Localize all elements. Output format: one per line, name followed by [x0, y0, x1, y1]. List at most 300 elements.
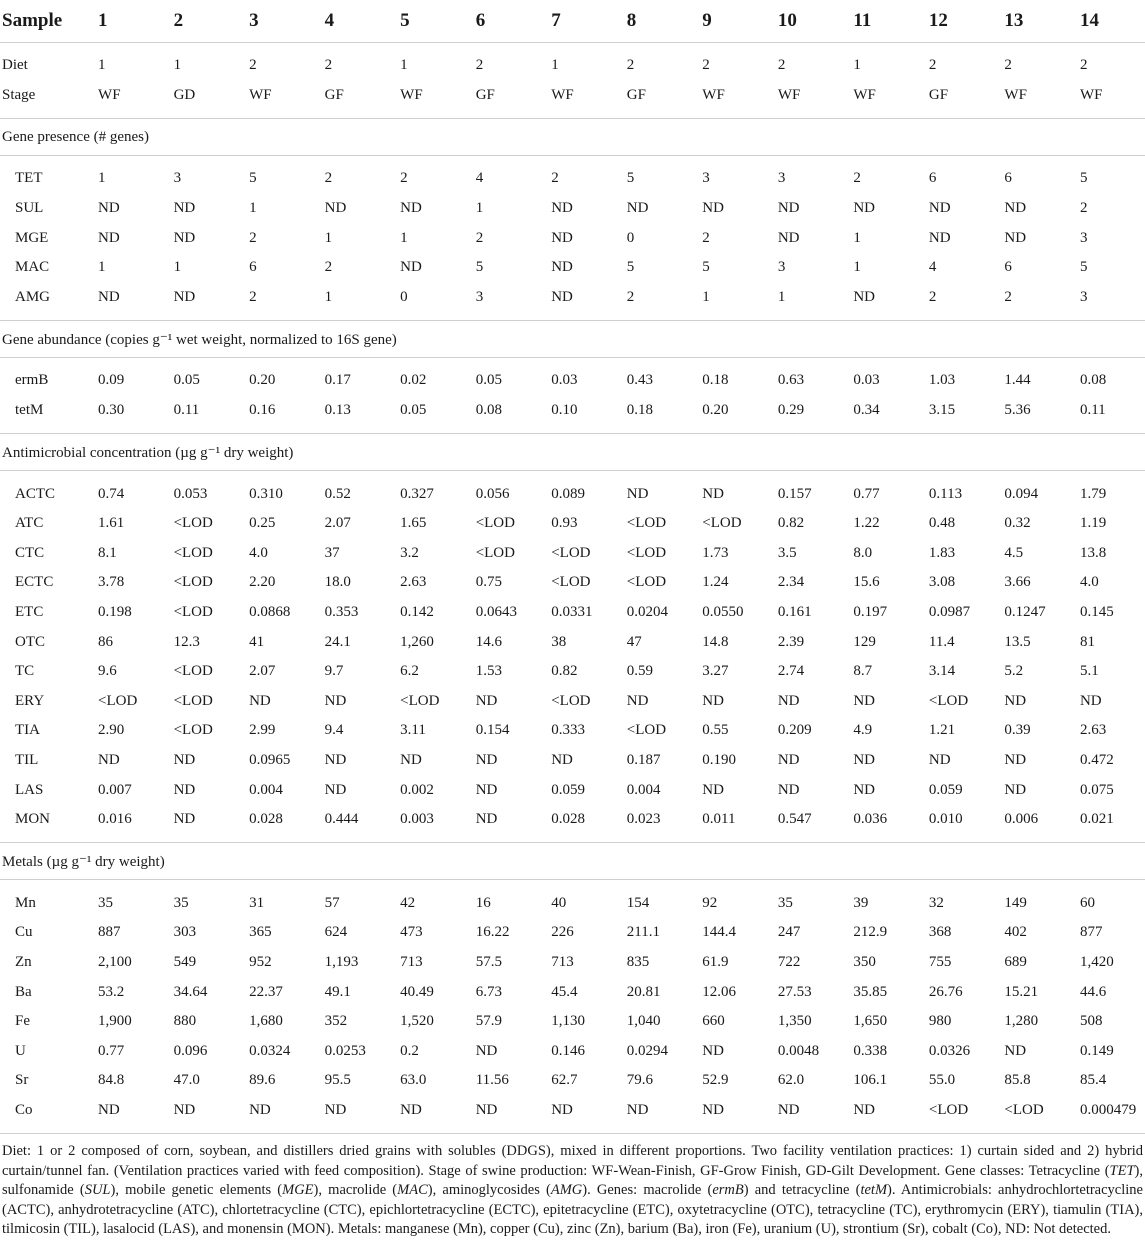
- table-cell: <LOD: [551, 544, 591, 561]
- table-cell: 1: [324, 288, 333, 305]
- table-cell: 0.59: [626, 663, 653, 680]
- table-cell: ND: [853, 751, 876, 768]
- footnote-text: ). Genes: macrolide (: [582, 1182, 713, 1199]
- table-cell: 2.63: [400, 574, 427, 591]
- table-cell: 1: [400, 229, 408, 246]
- table-cell: 660: [702, 1013, 725, 1030]
- table-cell: GF: [626, 86, 646, 103]
- table-cell: 11.56: [475, 1072, 509, 1089]
- spacer-row: [0, 110, 1145, 119]
- row-label: MAC: [15, 259, 50, 276]
- table-cell: ND: [475, 1101, 498, 1118]
- table-cell: 1,280: [1004, 1013, 1039, 1030]
- table-cell: 0.05: [475, 372, 502, 389]
- row-label: U: [15, 1042, 26, 1059]
- spacer-row: [0, 312, 1145, 321]
- table-cell: 13.5: [1004, 633, 1031, 650]
- table-cell: 2.34: [777, 574, 805, 591]
- table-cell: 0.547: [777, 811, 812, 828]
- table-cell: <LOD: [928, 1101, 969, 1118]
- table-cell: 12.06: [702, 983, 737, 1000]
- table-cell: 0.43: [626, 372, 653, 389]
- table-cell: 5: [626, 170, 635, 187]
- table-row: [0, 775, 1145, 805]
- table-cell: WF: [249, 86, 272, 103]
- row-label: ATC: [15, 515, 44, 532]
- table-cell: 0.30: [98, 402, 125, 419]
- table-cell: 2.07: [324, 515, 351, 532]
- table-cell: 4.9: [853, 722, 873, 739]
- table-cell: ND: [324, 751, 347, 768]
- meta-row-diet: [0, 51, 1145, 81]
- table-cell: 6: [1004, 170, 1012, 187]
- table-cell: 44.6: [1079, 983, 1107, 1000]
- table-cell: 144.4: [702, 924, 737, 941]
- table-cell: ND: [551, 229, 573, 246]
- table-row: [0, 746, 1145, 776]
- table-row: [0, 539, 1145, 569]
- table-cell: 0.0550: [702, 604, 744, 621]
- table-cell: 3: [475, 288, 484, 305]
- table-cell: WF: [98, 86, 121, 103]
- table-cell: ND: [324, 781, 347, 798]
- table-cell: 0.007: [98, 781, 132, 798]
- table-cell: 5.1: [1079, 663, 1099, 680]
- table-cell: 0.82: [551, 663, 578, 680]
- table-cell: 95.5: [324, 1072, 351, 1089]
- table-cell: 16.22: [475, 924, 510, 941]
- table-cell: 1: [400, 57, 408, 74]
- table-cell: 0.059: [551, 781, 585, 798]
- row-label: MON: [15, 811, 51, 828]
- row-label: Stage: [2, 86, 36, 103]
- table-cell: 5: [475, 259, 484, 276]
- table-cell: 0.333: [551, 722, 585, 739]
- section-header: [0, 119, 1145, 156]
- table-cell: 26.76: [928, 983, 963, 1000]
- table-cell: ND: [777, 692, 800, 709]
- table-cell: <LOD: [173, 574, 213, 591]
- table-cell: 0.18: [702, 372, 729, 389]
- header-sample: 11: [853, 0, 929, 43]
- spacer-row: [0, 358, 1145, 367]
- table-cell: ND: [475, 781, 498, 798]
- table-cell: 1.19: [1079, 515, 1107, 532]
- table-cell: 0.08: [475, 402, 502, 419]
- table-cell: 1,260: [400, 633, 434, 650]
- table-cell: ND: [400, 1101, 422, 1118]
- row-label: AMG: [15, 288, 51, 305]
- table-row: [0, 716, 1145, 746]
- table-cell: 0.20: [249, 372, 276, 389]
- table-cell: 2: [324, 170, 333, 187]
- row-label: ACTC: [15, 485, 56, 502]
- spacer-cell: [0, 358, 1145, 367]
- table-cell: 350: [853, 953, 876, 970]
- table-cell: 0.29: [777, 402, 805, 419]
- table-cell: 32: [928, 894, 944, 911]
- section-title: Metals (µg g⁻¹ dry weight): [0, 843, 1145, 880]
- table-cell: 952: [249, 953, 272, 970]
- header-sample: 10: [778, 0, 854, 43]
- table-cell: WF: [1004, 86, 1027, 103]
- table-cell: 15.21: [1004, 983, 1039, 1000]
- table-cell: 15.6: [853, 574, 880, 591]
- table-cell: ND: [928, 229, 951, 246]
- spacer-cell: [0, 1125, 1145, 1134]
- header-sample: 1: [98, 0, 174, 43]
- table-cell: 149: [1004, 894, 1027, 911]
- table-cell: 5: [702, 259, 710, 276]
- table-cell: ND: [173, 200, 196, 217]
- table-cell: 40: [551, 894, 567, 911]
- table-cell: ND: [1079, 692, 1102, 709]
- table-cell: 6: [1004, 259, 1012, 276]
- header-label: Sample: [0, 0, 98, 43]
- table-cell: 0.036: [853, 811, 888, 828]
- table-cell: ND: [98, 229, 120, 246]
- table-cell: 9.7: [324, 663, 344, 680]
- table-cell: <LOD: [626, 574, 667, 591]
- table-row: [0, 1007, 1145, 1037]
- table-cell: ND: [702, 781, 724, 798]
- table-row: [0, 627, 1145, 657]
- table-cell: WF: [777, 86, 801, 103]
- table-cell: ND: [324, 1101, 347, 1118]
- table-cell: <LOD: [551, 692, 591, 709]
- table-cell: 3: [1079, 229, 1088, 246]
- table-cell: ND: [173, 751, 196, 768]
- header-sample: 5: [400, 0, 476, 43]
- table-cell: 0.11: [173, 402, 200, 419]
- table-cell: 3.08: [928, 574, 956, 591]
- table-cell: ND: [551, 751, 573, 768]
- table-cell: 0.096: [173, 1042, 208, 1059]
- table-cell: 2: [1004, 57, 1012, 74]
- table-cell: ND: [702, 485, 724, 502]
- table-cell: 11.4: [928, 633, 955, 650]
- footnote-term: ermB: [712, 1182, 744, 1199]
- table-cell: 22.37: [249, 983, 283, 1000]
- table-cell: <LOD: [173, 544, 213, 561]
- table-cell: 1.65: [400, 515, 427, 532]
- table-cell: ND: [173, 288, 196, 305]
- table-cell: 2: [551, 170, 559, 187]
- table-row: [0, 479, 1145, 509]
- table-cell: 0.55: [702, 722, 729, 739]
- table-cell: 0.338: [853, 1042, 888, 1059]
- table-cell: 0.094: [1004, 485, 1039, 502]
- table-cell: 2: [626, 288, 635, 305]
- table-cell: 1.61: [98, 515, 125, 532]
- table-cell: 38: [551, 633, 567, 650]
- footnote-text: ), sulfonamide (: [2, 1162, 1143, 1199]
- header-sample: 14: [1080, 0, 1145, 43]
- table-cell: 2: [1004, 288, 1012, 305]
- table-cell: ND: [1004, 1042, 1027, 1059]
- table-cell: 980: [928, 1013, 952, 1030]
- table-cell: 35.85: [853, 983, 888, 1000]
- table-cell: 60: [1079, 894, 1095, 911]
- table-cell: ND: [1004, 229, 1027, 246]
- table-cell: ND: [551, 200, 573, 217]
- table-cell: <LOD: [173, 515, 213, 532]
- table-row: [0, 253, 1145, 283]
- table-cell: 0.161: [777, 604, 812, 621]
- table-row: [0, 568, 1145, 598]
- table-cell: WF: [1079, 86, 1103, 103]
- table-cell: ND: [551, 1101, 573, 1118]
- table-row: [0, 1036, 1145, 1066]
- footnote-term: TET: [1109, 1162, 1135, 1179]
- table-cell: 0.010: [928, 811, 963, 828]
- row-label: Zn: [15, 953, 32, 970]
- table-cell: 3.11: [400, 722, 426, 739]
- table-cell: ND: [702, 200, 724, 217]
- table-cell: 5.2: [1004, 663, 1024, 680]
- row-label: TIA: [15, 722, 40, 739]
- table-cell: 35: [98, 894, 114, 911]
- table-cell: 0.17: [324, 372, 351, 389]
- table-cell: 9.6: [98, 663, 117, 680]
- table-cell: 20.81: [626, 983, 661, 1000]
- table-cell: 35: [777, 894, 793, 911]
- header-sample: 3: [249, 0, 325, 43]
- table-cell: 0.0643: [475, 604, 517, 621]
- table-cell: 81: [1079, 633, 1095, 650]
- table-cell: 1: [853, 229, 861, 246]
- header-sample: 8: [627, 0, 703, 43]
- table-row: [0, 366, 1145, 396]
- table-cell: 53.2: [98, 983, 125, 1000]
- table-cell: 0.20: [702, 402, 729, 419]
- table-cell: 0.187: [626, 751, 661, 768]
- spacer-row: [0, 1125, 1145, 1134]
- table-cell: <LOD: [173, 604, 213, 621]
- table-cell: 0.002: [400, 781, 434, 798]
- table-cell: ND: [626, 200, 649, 217]
- table-cell: 2,100: [98, 953, 132, 970]
- row-label: Co: [15, 1101, 33, 1118]
- table-cell: 368: [928, 924, 952, 941]
- section-title: Gene presence (# genes): [0, 119, 1145, 156]
- table-cell: 0.327: [400, 485, 434, 502]
- table-cell: 402: [1004, 924, 1027, 941]
- table-cell: 2: [928, 57, 937, 74]
- header-sample: 9: [702, 0, 778, 43]
- table-cell: ND: [928, 200, 951, 217]
- table-cell: 0.34: [853, 402, 880, 419]
- table-cell: ND: [1004, 751, 1027, 768]
- table-cell: 84.8: [98, 1072, 125, 1089]
- table-cell: ND: [475, 811, 498, 828]
- table-cell: 1: [853, 259, 861, 276]
- table-cell: 877: [1079, 924, 1103, 941]
- table-cell: 722: [777, 953, 801, 970]
- table-cell: 3: [702, 170, 710, 187]
- table-cell: WF: [400, 86, 423, 103]
- table-cell: 0.74: [98, 485, 125, 502]
- table-cell: ND: [626, 1101, 649, 1118]
- table-cell: 5.36: [1004, 402, 1031, 419]
- table-cell: ND: [853, 288, 876, 305]
- footnote-term: SUL: [84, 1182, 111, 1199]
- table-cell: 3.14: [928, 663, 956, 680]
- table-cell: 0.113: [928, 485, 963, 502]
- table-cell: ND: [249, 692, 271, 709]
- table-cell: 4.0: [1079, 574, 1099, 591]
- table-cell: 211.1: [626, 924, 660, 941]
- table-cell: 0.0965: [249, 751, 291, 768]
- table-cell: 4: [475, 170, 484, 187]
- table-cell: 0.0868: [249, 604, 291, 621]
- table-cell: 1: [551, 57, 559, 74]
- spacer-row: [0, 834, 1145, 843]
- table-cell: <LOD: [173, 722, 213, 739]
- table-cell: 62.7: [551, 1072, 578, 1089]
- header-sample: 2: [174, 0, 250, 43]
- row-label: LAS: [15, 781, 44, 798]
- table-cell: 2: [702, 229, 710, 246]
- table-cell: ND: [551, 259, 573, 276]
- table-cell: 0.75: [475, 574, 502, 591]
- table-cell: 0.09: [98, 372, 125, 389]
- row-label: ermB: [15, 372, 49, 389]
- table-cell: 13.8: [1079, 544, 1107, 561]
- footnote-term: tetM: [860, 1182, 888, 1199]
- table-cell: 0.075: [1079, 781, 1114, 798]
- table-cell: 2.63: [1079, 722, 1107, 739]
- table-cell: 2.39: [777, 633, 805, 650]
- table-cell: 1: [702, 288, 710, 305]
- table-cell: 0.10: [551, 402, 578, 419]
- table-cell: 0.05: [400, 402, 427, 419]
- meta-row-stage: [0, 81, 1145, 111]
- table-cell: 92: [702, 894, 718, 911]
- table-row: [0, 977, 1145, 1007]
- footnote-term: MGE: [282, 1182, 314, 1199]
- table-cell: 3: [1079, 288, 1088, 305]
- spacer-row: [0, 425, 1145, 434]
- footnote: [0, 1142, 1145, 1240]
- table-cell: 365: [249, 924, 272, 941]
- table-cell: 0.0326: [928, 1042, 971, 1059]
- table-cell: 0: [626, 229, 635, 246]
- table-cell: 0.52: [324, 485, 351, 502]
- table-cell: 2: [1079, 200, 1088, 217]
- table-cell: <LOD: [702, 515, 742, 532]
- table-cell: ND: [400, 200, 422, 217]
- row-label: Diet: [2, 57, 28, 74]
- table-cell: <LOD: [400, 692, 440, 709]
- table-cell: ND: [777, 1101, 800, 1118]
- table-cell: 2: [626, 57, 635, 74]
- table-cell: 0.310: [249, 485, 283, 502]
- table-cell: 63.0: [400, 1072, 427, 1089]
- table-cell: 1: [475, 200, 484, 217]
- row-label: TET: [15, 170, 43, 187]
- table-cell: 352: [324, 1013, 348, 1030]
- table-cell: 0.0048: [777, 1042, 820, 1059]
- table-cell: 2: [702, 57, 710, 74]
- table-cell: ND: [702, 1101, 724, 1118]
- table-cell: 3.27: [702, 663, 729, 680]
- table-cell: 39: [853, 894, 869, 911]
- header-sample: 12: [929, 0, 1005, 43]
- table-cell: 0.028: [551, 811, 585, 828]
- table-cell: 303: [173, 924, 197, 941]
- table-cell: 6.2: [400, 663, 419, 680]
- table-cell: 0: [400, 288, 408, 305]
- table-cell: 3.5: [777, 544, 797, 561]
- table-row: [0, 888, 1145, 918]
- table-cell: 41: [249, 633, 265, 650]
- table-cell: 1.44: [1004, 372, 1031, 389]
- row-label: TC: [15, 663, 35, 680]
- table-cell: 247: [777, 924, 801, 941]
- spacer-row: [0, 880, 1145, 889]
- table-cell: 6: [928, 170, 937, 187]
- table-cell: 0.25: [249, 515, 276, 532]
- table-cell: 212.9: [853, 924, 888, 941]
- section-title: Antimicrobial concentration (µg g⁻¹ dry weight): [0, 434, 1145, 471]
- table-cell: ND: [853, 781, 876, 798]
- table-row: [0, 283, 1145, 313]
- row-label: tetM: [15, 402, 44, 419]
- table-cell: 0.004: [626, 781, 661, 798]
- table-cell: 49.1: [324, 983, 351, 1000]
- table-cell: <LOD: [626, 515, 667, 532]
- table-cell: 5: [1079, 170, 1088, 187]
- table-cell: 18.0: [324, 574, 351, 591]
- table-cell: 35: [173, 894, 189, 911]
- table-cell: 2.99: [249, 722, 276, 739]
- table-cell: 55.0: [928, 1072, 956, 1089]
- table-cell: 0.13: [324, 402, 351, 419]
- table-cell: ND: [173, 781, 196, 798]
- table-cell: 0.023: [626, 811, 661, 828]
- table-cell: 1: [98, 259, 106, 276]
- row-label: OTC: [15, 633, 45, 650]
- table-cell: <LOD: [928, 692, 969, 709]
- table-cell: 6.73: [475, 983, 502, 1000]
- table-cell: 89.6: [249, 1072, 276, 1089]
- table-cell: 0.056: [475, 485, 510, 502]
- table-cell: 0.08: [1079, 372, 1107, 389]
- table-cell: <LOD: [173, 663, 213, 680]
- table-cell: <LOD: [475, 544, 515, 561]
- table-cell: ND: [853, 1101, 876, 1118]
- table-cell: WF: [551, 86, 574, 103]
- table-cell: 1.03: [928, 372, 956, 389]
- table-cell: 3: [777, 170, 786, 187]
- table-cell: 16: [475, 894, 491, 911]
- table-cell: 4: [928, 259, 937, 276]
- table-cell: 4.5: [1004, 544, 1024, 561]
- table-cell: 86: [98, 633, 114, 650]
- table-cell: ND: [702, 692, 724, 709]
- table-cell: 85.4: [1079, 1072, 1107, 1089]
- table-cell: GF: [324, 86, 344, 103]
- table-cell: 0.0987: [928, 604, 971, 621]
- table-cell: 1,680: [249, 1013, 283, 1030]
- table-cell: ND: [324, 692, 347, 709]
- table-cell: 0.63: [777, 372, 805, 389]
- table-cell: 1,650: [853, 1013, 888, 1030]
- table-cell: ND: [928, 751, 951, 768]
- table-cell: WF: [702, 86, 725, 103]
- table-cell: 0.82: [777, 515, 805, 532]
